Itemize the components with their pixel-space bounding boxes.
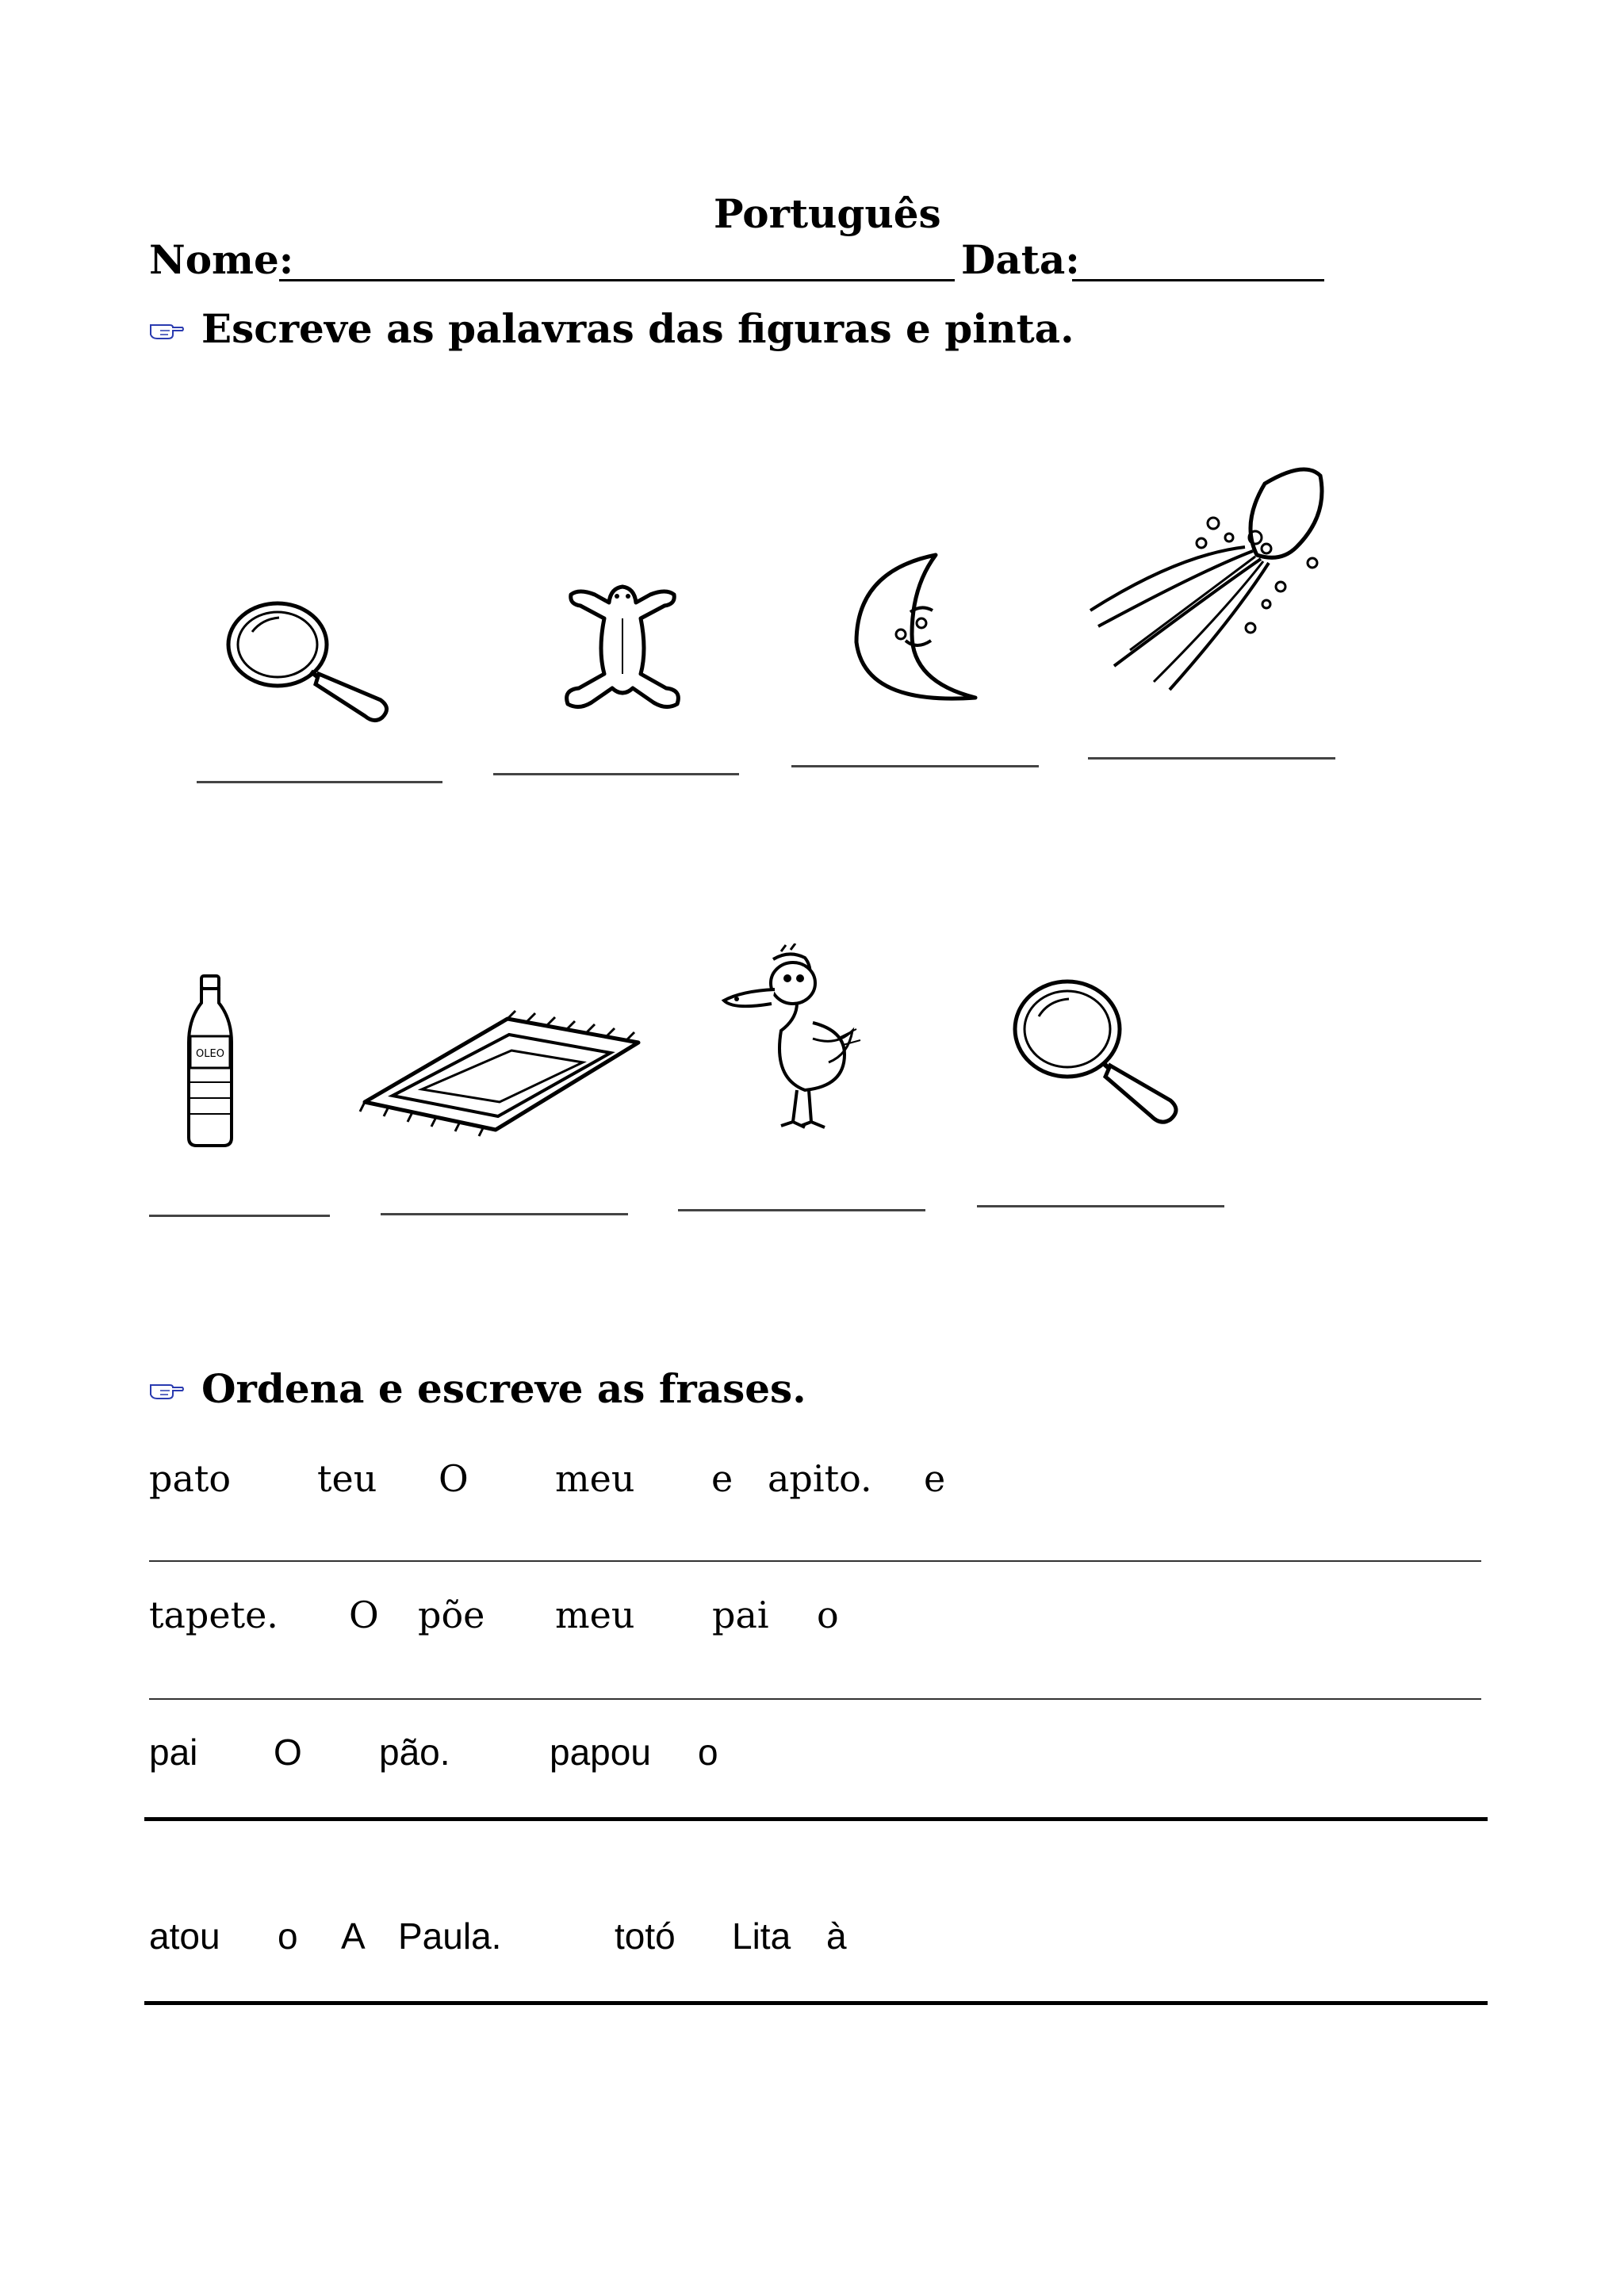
octopus-icon bbox=[1082, 460, 1336, 706]
word: pai bbox=[712, 1594, 769, 1636]
word: papou bbox=[550, 1732, 651, 1773]
sentence-2-words bbox=[0, 1594, 1624, 1641]
word: põe bbox=[418, 1594, 485, 1636]
word: pato bbox=[149, 1457, 232, 1500]
instruction-2 bbox=[149, 1365, 806, 1412]
name-label: Nome: bbox=[149, 236, 294, 283]
word: o bbox=[278, 1915, 298, 1957]
answer-line-5[interactable] bbox=[149, 1215, 330, 1217]
svg-text:OLEO: OLEO bbox=[196, 1048, 224, 1060]
answer-line-1[interactable] bbox=[197, 781, 442, 783]
answer-line-3[interactable] bbox=[791, 765, 1039, 767]
word: apito. bbox=[768, 1457, 872, 1500]
writing-line-2[interactable] bbox=[149, 1698, 1481, 1700]
word: totó bbox=[615, 1915, 676, 1957]
word: pão. bbox=[379, 1732, 450, 1773]
rug-icon bbox=[357, 1007, 646, 1138]
word: O bbox=[349, 1594, 379, 1636]
pointing-hand-icon bbox=[149, 317, 184, 341]
animal-skin-icon bbox=[547, 571, 698, 721]
sentence-3-words bbox=[0, 1731, 1624, 1778]
word: Paula. bbox=[398, 1915, 502, 1957]
answer-line-4[interactable] bbox=[1088, 757, 1335, 760]
word: à bbox=[826, 1915, 847, 1957]
word: O bbox=[274, 1732, 302, 1773]
writing-line-4[interactable] bbox=[144, 2001, 1488, 2005]
word: o bbox=[817, 1594, 839, 1636]
subject-title: Português bbox=[714, 190, 941, 237]
duck-icon bbox=[718, 943, 868, 1138]
word: e bbox=[924, 1457, 946, 1500]
instruction-1-text: Escreve as palavras das figuras e pinta. bbox=[201, 305, 1074, 352]
sentence-1-words bbox=[0, 1457, 1624, 1505]
writing-line-1[interactable] bbox=[149, 1560, 1481, 1562]
moon-icon bbox=[825, 547, 991, 721]
word: e bbox=[711, 1457, 733, 1500]
date-label: Data: bbox=[961, 236, 1080, 283]
instruction-2-text: Ordena e escreve as frases. bbox=[201, 1365, 806, 1412]
magnifying-glass-icon bbox=[222, 599, 404, 725]
word: O bbox=[439, 1457, 469, 1500]
word: Lita bbox=[732, 1915, 791, 1957]
answer-line-6[interactable] bbox=[381, 1213, 628, 1215]
word: meu bbox=[555, 1457, 635, 1500]
word: meu bbox=[555, 1594, 635, 1636]
instruction-1 bbox=[149, 305, 1074, 352]
word: pai bbox=[149, 1732, 198, 1773]
magnifying-glass-icon bbox=[1007, 975, 1189, 1126]
answer-line-8[interactable] bbox=[977, 1205, 1224, 1207]
word: o bbox=[698, 1732, 718, 1773]
date-answer-line[interactable] bbox=[1072, 279, 1324, 281]
pointing-hand-icon bbox=[149, 1377, 184, 1401]
oil-bottle-icon bbox=[182, 971, 238, 1150]
answer-line-7[interactable] bbox=[678, 1209, 925, 1211]
word: teu bbox=[317, 1457, 377, 1500]
sentence-4-words bbox=[0, 1915, 1624, 1962]
word: atou bbox=[149, 1915, 220, 1957]
writing-line-3[interactable] bbox=[144, 1817, 1488, 1821]
word: tapete. bbox=[149, 1594, 278, 1636]
answer-line-2[interactable] bbox=[493, 773, 739, 775]
name-answer-line[interactable] bbox=[279, 279, 955, 281]
word: A bbox=[341, 1915, 366, 1957]
